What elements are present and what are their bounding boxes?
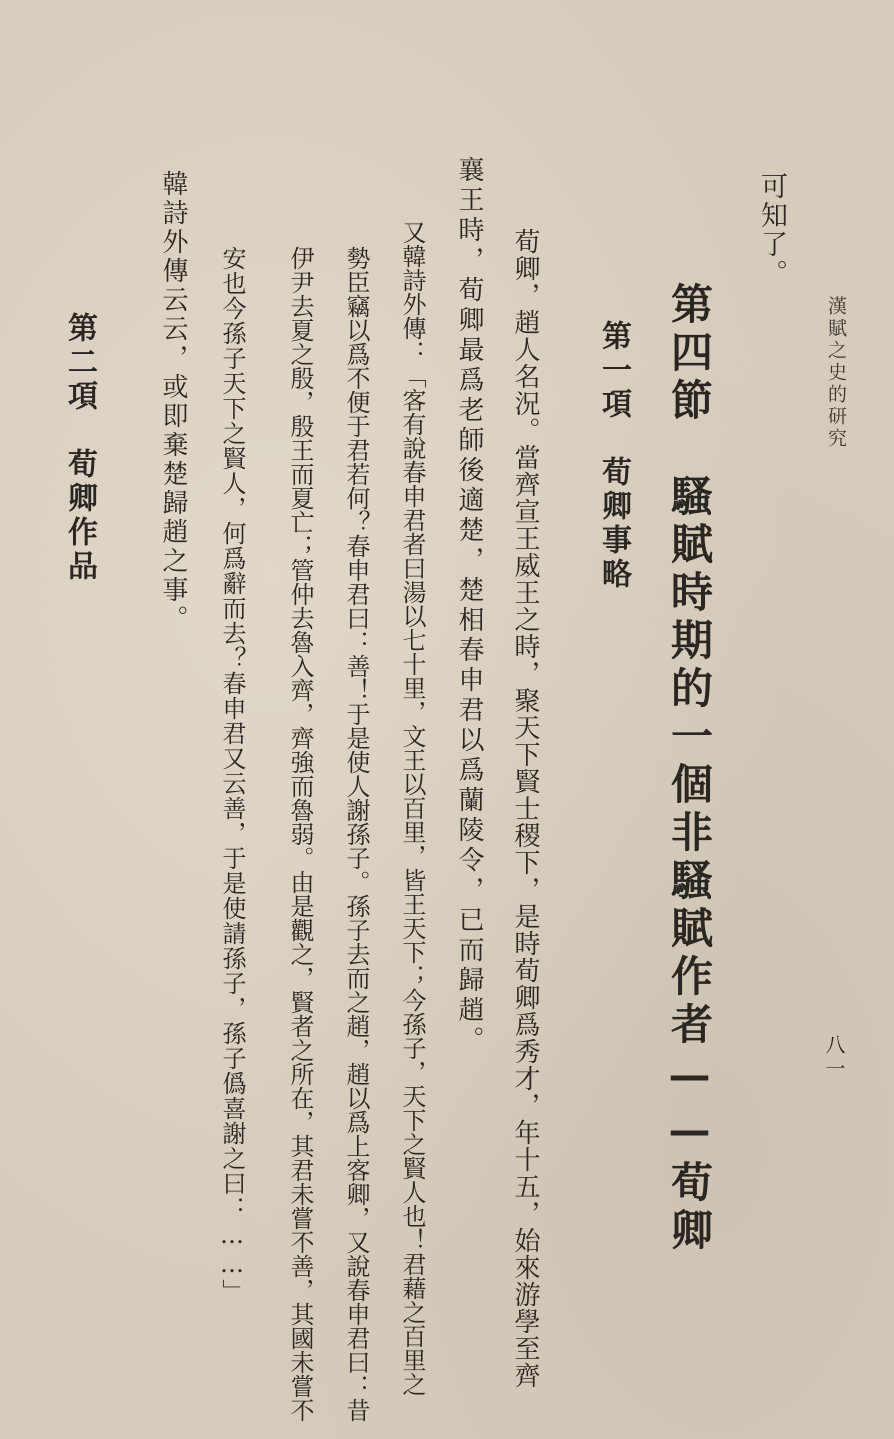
sub-title: 第一項 荀卿事略 — [596, 320, 631, 592]
page-number: 八一 — [822, 1034, 846, 1082]
text-column-1: 可知了。 — [756, 172, 787, 288]
text-column-6: 又韓詩外傳：「客有說春申君者曰湯以七十里，文王以百里，皆王天下；今孫子，天下之賢人也！君藉之百里之 — [398, 220, 426, 1396]
text-column-8: 伊尹去夏之殷，殷王而夏亡；管仲去魯入齊，齊強而魯弱。由是觀之，賢者之所在，其君未嘗不善，其國未嘗不 — [286, 246, 314, 1422]
section-title: 第四節 騷賦時期的一個非騷賦作者——荀卿 — [665, 282, 714, 1256]
running-title: 漢賦之史的研究 — [825, 296, 847, 450]
text-column-9: 安也今孫子天下之賢人，何爲辭而去？春申君又云善，于是使請孫子，孫子僞喜謝之曰：……」 — [218, 246, 246, 1304]
text-column-10: 韓詩外傳云云，或即棄楚歸趙之事。 — [158, 170, 188, 634]
item-title: 第二項 荀卿作品 — [62, 312, 97, 584]
text-column-5: 襄王時，荀卿最爲老師後適楚，楚相春申君以爲蘭陵令，已而歸趙。 — [454, 156, 484, 1056]
text-column-4: 荀卿，趙人名況。當齊宣王威王之時，聚天下賢士稷下，是時荀卿爲秀才，年十五，始來游學至齊 — [510, 228, 540, 1389]
text-column-7: 勢臣竊以爲不便于君若何？春申君曰：善！于是使人謝孫子。孫子去而之趙，趙以爲上客卿，又說春申君曰：昔 — [342, 246, 370, 1422]
